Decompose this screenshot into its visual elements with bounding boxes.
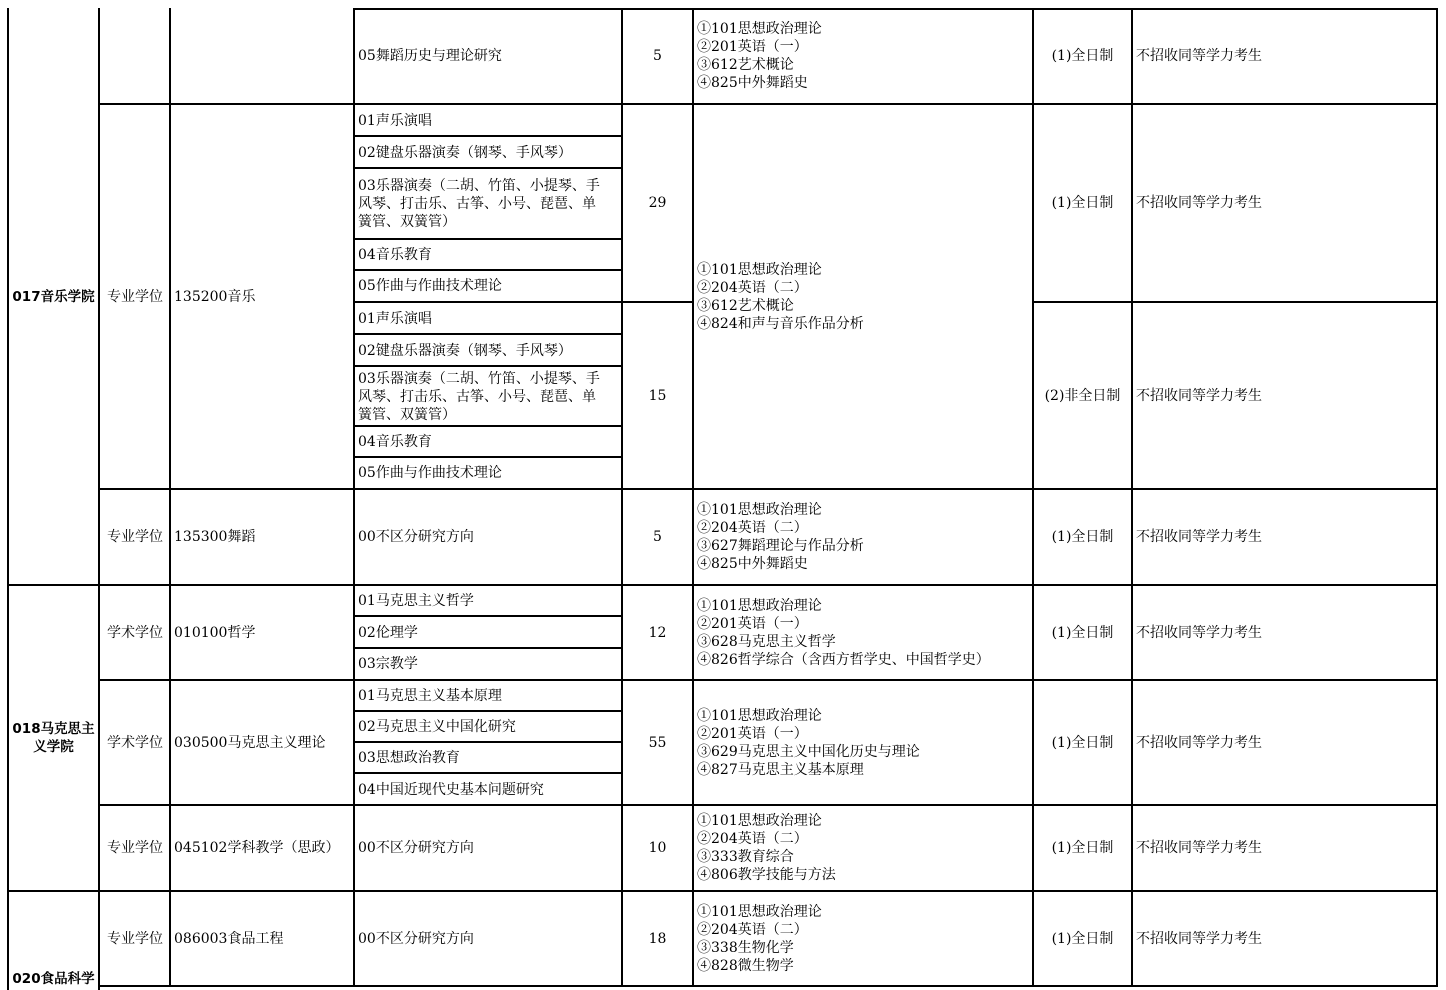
college-cell-018: 018马克思主 义学院 [12,721,95,755]
table-border [355,772,622,774]
direction-cell: 02键盘乐器演奏（钢琴、手风琴） [358,144,572,161]
quota-cell: 18 [648,931,667,947]
direction-cell: 04音乐教育 [358,247,432,263]
degree-type-cell: 学术学位 [107,734,163,751]
remark-cell: 不招收同等学力考生 [1136,840,1262,856]
table-border [99,103,1438,105]
exam-subjects-cell: ①101思想政治理论 ②204英语（二） ③333教育综合 ④806教学技能与方法 [697,813,836,883]
study-mode-cell: (1)全日制 [1051,734,1114,751]
table-border [621,8,623,987]
table-border [355,425,622,427]
table-border [355,238,622,240]
table-border [1032,301,1438,303]
table-border [99,804,1438,806]
major-cell: 135300舞蹈 [174,529,256,545]
table-border [692,8,694,987]
study-mode-cell: (2)非全日制 [1044,387,1121,404]
table-border [355,269,622,271]
direction-cell: 02键盘乐器演奏（钢琴、手风琴） [358,342,572,359]
direction-cell: 04中国近现代史基本问题研究 [358,781,544,798]
direction-cell: 00不区分研究方向 [358,840,474,856]
exam-subjects-cell: ①101思想政治理论 ②204英语（二） ③627舞蹈理论与作品分析 ④825中外舞蹈史 [697,502,864,572]
table-border [355,710,622,712]
table-border [621,301,693,303]
study-mode-cell: (1)全日制 [1051,931,1114,947]
remark-cell: 不招收同等学力考生 [1136,931,1262,947]
table-border [1436,8,1438,987]
remark-cell: 不招收同等学力考生 [1136,195,1262,211]
table-border [355,135,622,137]
remark-cell: 不招收同等学力考生 [1136,387,1262,404]
table-border [7,584,1438,586]
exam-subjects-cell: ①101思想政治理论 ②204英语（二） ③338生物化学 ④828微生物学 [697,904,822,974]
table-border [355,333,622,335]
quota-cell: 55 [648,734,667,751]
direction-cell: 03乐器演奏（二胡、竹笛、小提琴、手 风琴、打击乐、古筝、小号、琵琶、单 簧管、双簧管） [358,177,600,230]
table-border [1131,8,1133,987]
direction-cell: 00不区分研究方向 [358,931,474,947]
college-cell-017: 017音乐学院 [12,288,95,305]
table-border [355,365,622,367]
table-border [353,8,355,987]
table-border [169,8,171,987]
remark-cell: 不招收同等学力考生 [1136,734,1262,751]
major-cell: 010100哲学 [174,624,256,641]
degree-type-cell: 学术学位 [107,624,163,641]
direction-cell: 01马克思主义哲学 [358,593,474,609]
table-border [355,741,622,743]
table-border [355,647,622,649]
table-border [98,8,100,990]
degree-type-cell: 专业学位 [107,529,163,545]
table-border [7,890,1438,892]
direction-cell: 05作曲与作曲技术理论 [358,278,502,294]
study-mode-cell: (1)全日制 [1051,840,1114,856]
direction-cell: 03宗教学 [358,656,418,672]
direction-cell: 03思想政治教育 [358,750,460,766]
remark-cell: 不招收同等学力考生 [1136,48,1262,64]
quota-cell: 29 [648,195,667,211]
remark-cell: 不招收同等学力考生 [1136,529,1262,545]
direction-cell: 00不区分研究方向 [358,529,474,545]
direction-cell: 04音乐教育 [358,434,432,450]
table-border [99,488,1438,490]
major-cell: 045102学科教学（思政） [174,840,340,856]
quota-cell: 10 [648,840,667,856]
table-border [355,456,622,458]
exam-subjects-cell: ①101思想政治理论 ②201英语（一） ③612艺术概论 ④825中外舞蹈史 [697,21,822,91]
direction-cell: 01马克思主义基本原理 [358,688,502,704]
study-mode-cell: (1)全日制 [1051,529,1114,545]
major-cell: 135200音乐 [174,288,256,305]
quota-cell: 5 [653,529,662,545]
quota-cell: 15 [648,387,667,404]
quota-cell: 5 [653,48,662,64]
remark-cell: 不招收同等学力考生 [1136,624,1262,641]
degree-type-cell: 专业学位 [107,931,163,947]
exam-subjects-cell: ①101思想政治理论 ②204英语（二） ③612艺术概论 ④824和声与音乐作品分析 [697,261,864,332]
direction-cell: 01声乐演唱 [358,112,432,129]
table-border [355,615,622,617]
direction-cell: 03乐器演奏（二胡、竹笛、小提琴、手 风琴、打击乐、古筝、小号、琵琶、单 簧管、双簧管） [358,370,600,423]
table-border [355,167,622,169]
direction-cell: 05舞蹈历史与理论研究 [358,48,502,64]
exam-subjects-cell: ①101思想政治理论 ②201英语（一） ③628马克思主义哲学 ④826哲学综合（含西方哲学史、中国哲学史） [697,597,990,668]
direction-cell: 01声乐演唱 [358,310,432,327]
table-border [355,301,622,303]
exam-subjects-cell: ①101思想政治理论 ②201英语（一） ③629马克思主义中国化历史与理论 ④827马克思主义基本原理 [697,707,920,778]
study-mode-cell: (1)全日制 [1051,624,1114,641]
major-cell: 086003食品工程 [174,931,284,947]
table-border [7,8,9,990]
quota-cell: 12 [648,624,667,641]
direction-cell: 05作曲与作曲技术理论 [358,465,502,481]
study-mode-cell: (1)全日制 [1051,48,1114,64]
degree-type-cell: 专业学位 [107,840,163,856]
table-border [1032,8,1034,987]
table-border [99,985,1438,987]
direction-cell: 02伦理学 [358,624,418,641]
table-border [355,8,1438,10]
table-border [99,679,1438,681]
degree-type-cell: 专业学位 [107,288,163,305]
college-cell-020: 020食品科学 [12,971,95,987]
major-cell: 030500马克思主义理论 [174,734,326,751]
study-mode-cell: (1)全日制 [1051,195,1114,211]
direction-cell: 02马克思主义中国化研究 [358,719,516,735]
